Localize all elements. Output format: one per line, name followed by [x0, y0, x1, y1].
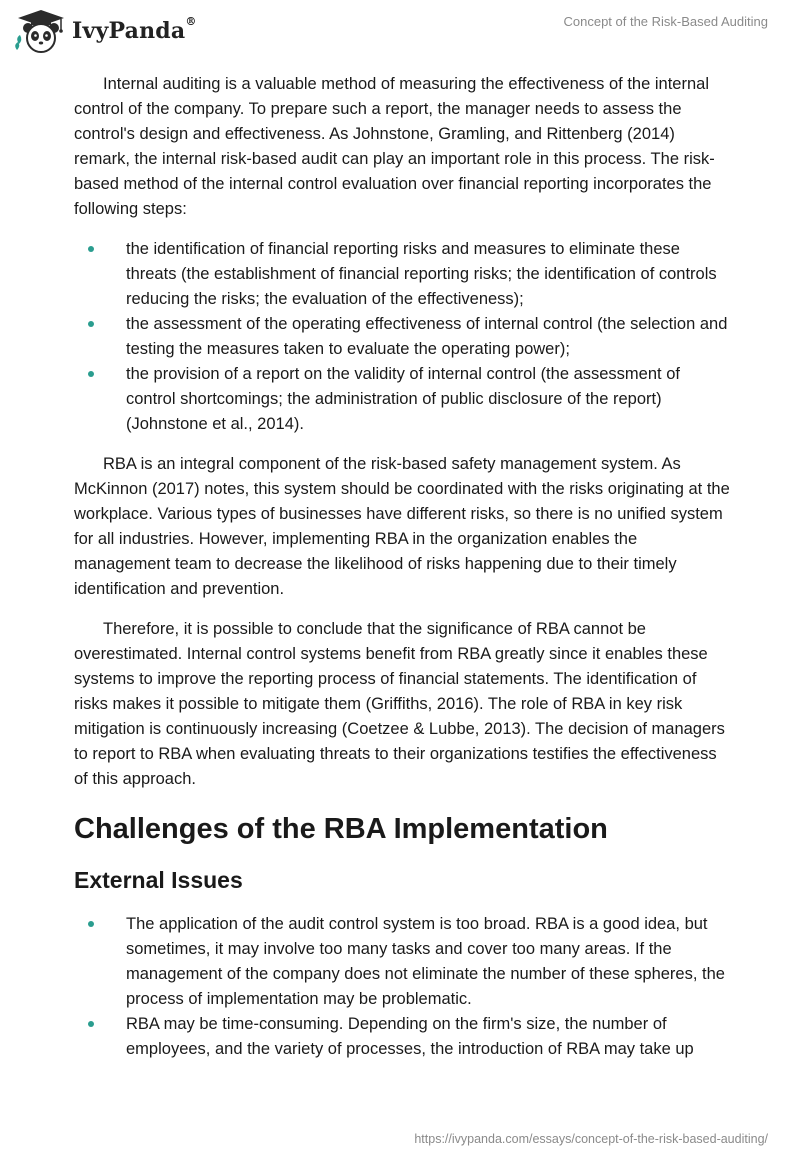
bullet-icon — [88, 371, 94, 377]
bullet-icon — [88, 246, 94, 252]
brand-name: IvyPanda® — [72, 15, 197, 44]
subsection-heading: External Issues — [74, 867, 243, 893]
issues-list — [74, 912, 730, 1062]
essay-content — [74, 72, 730, 1077]
document-title: Concept of the Risk-Based Auditing — [563, 14, 768, 29]
paragraph-rba-component: RBA is an integral component of the risk-based safety management system. As McKinnon (2017) notes, this system should be coordinated with the risks originating at the workplace. Various types of businesses have different risks, so there is no unified system for all industries. However, implementing RBA in the organization enables the management team to decrease the likelihood of risks happening due to their timely identification and prevention. — [74, 455, 730, 598]
bullet-icon — [88, 321, 94, 327]
list-item: the provision of a report on the validity of internal control (the assessment of control shortcomings; the administration of public disclosure of the report) (Johnstone et al., 2014). — [74, 362, 730, 437]
page-header — [0, 0, 800, 64]
list-item: the identification of financial reporting risks and measures to eliminate these threats (the establishment of financial reporting risks; the identification of controls reducing the risks; the evaluation of the effectiveness); — [74, 237, 730, 312]
bullet-icon — [88, 921, 94, 927]
section-heading: Challenges of the RBA Implementation — [74, 813, 608, 845]
list-item: The application of the audit control system is too broad. RBA is a good idea, but sometimes, it may involve too many tasks and cover too many areas. If the management of the company does not eliminate the number of these spheres, the process of implementation may be problematic. — [74, 912, 730, 1012]
source-url-link[interactable]: https://ivypanda.com/essays/concept-of-the-risk-based-auditing/ — [414, 1132, 768, 1146]
brand-logo[interactable] — [14, 8, 197, 54]
list-item: RBA may be time-consuming. Depending on the firm's size, the number of employees, and the variety of processes, the introduction of RBA may take up — [74, 1012, 730, 1062]
paragraph-intro: Internal auditing is a valuable method of measuring the effectiveness of the internal control of the company. To prepare such a report, the manager needs to assess the control's design and effectiveness. As Johnstone, Gramling, and Rittenberg (2014) remark, the internal risk-based audit can play an important role in this process. The risk-based method of the internal control evaluation over financial reporting incorporates the following steps: — [74, 75, 715, 218]
paragraph-conclusion: Therefore, it is possible to conclude that the significance of RBA cannot be overestimated. Internal control systems benefit from RBA greatly since it enables these systems to improve the reporting process of financial statements. The identification of risks makes it possible to mitigate them (Griffiths, 2016). The role of RBA in key risk mitigation is continuously increasing (Coetzee & Lubbe, 2013). The decision of managers to report to RBA when evaluating threats to their organizations testifies the effectiveness of this approach. — [74, 620, 725, 788]
panda-graduate-icon — [14, 8, 68, 54]
list-item: the assessment of the operating effectiveness of internal control (the selection and testing the measures taken to evaluate the operating power); — [74, 312, 730, 362]
steps-list — [74, 237, 730, 437]
bullet-icon — [88, 1021, 94, 1027]
